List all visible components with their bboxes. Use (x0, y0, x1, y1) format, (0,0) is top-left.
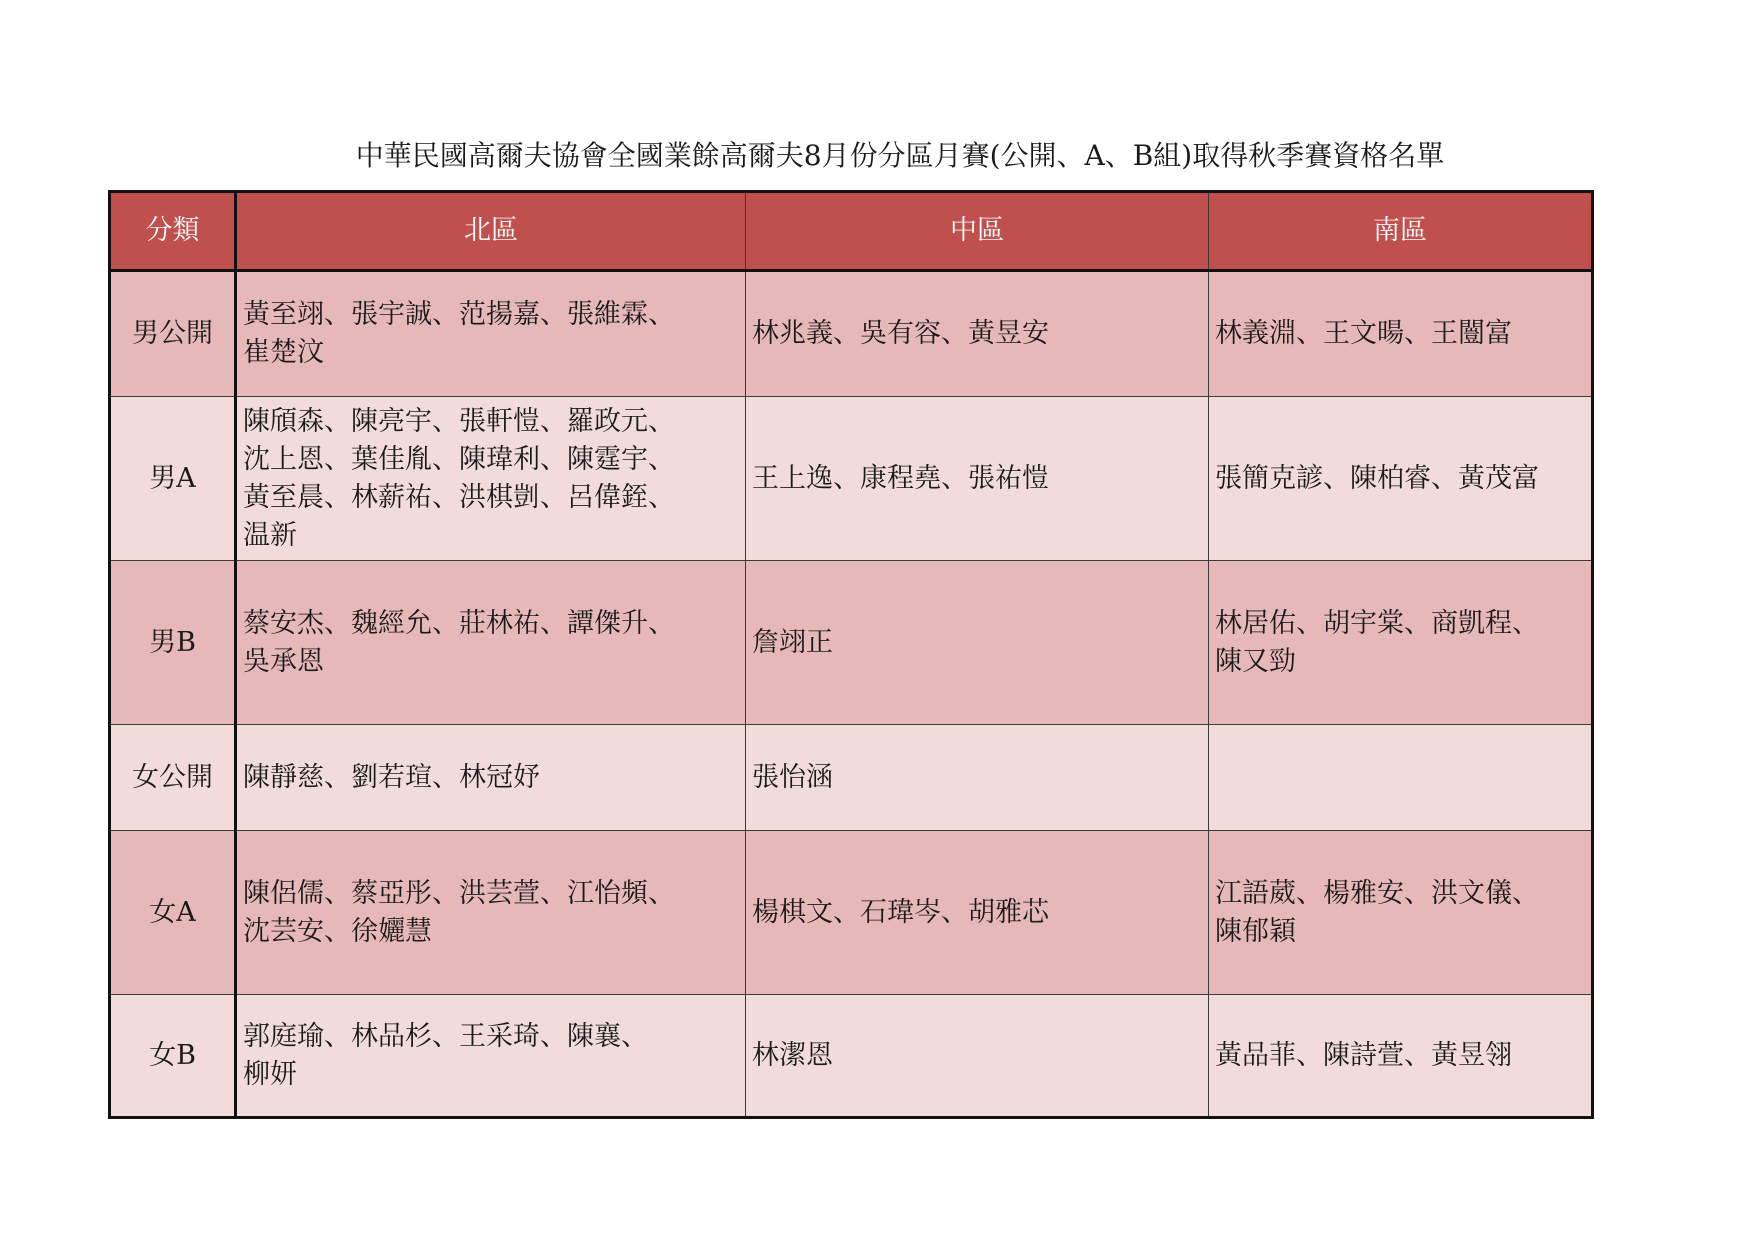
name-line: 黃至翊、張宇誠、范揚嘉、張維霖、 (243, 299, 675, 330)
name-line: 沈芸安、徐孋慧 (243, 915, 432, 947)
category-cell: 女公開 (110, 725, 236, 831)
north-cell (236, 995, 746, 1118)
north-cell (236, 271, 746, 397)
header-central: 中區 (746, 192, 1209, 271)
name-line: 郭庭瑜、林品杉、王采琦、陳襄、 (243, 1020, 648, 1052)
category-cell: 女A (110, 831, 236, 995)
table-row (110, 561, 1593, 725)
table-row (110, 397, 1593, 561)
name-line: 王上逸、康程堯、張祐愷 (752, 462, 1049, 494)
name-line: 詹翊正 (752, 626, 833, 658)
south-cell (1209, 725, 1593, 831)
south-cell (1209, 831, 1593, 995)
central-cell (746, 397, 1209, 561)
table-header-row (110, 192, 1593, 271)
name-line: 江語葳、楊雅安、洪文儀、 (1215, 877, 1539, 909)
header-south: 南區 (1209, 192, 1593, 271)
table-row (110, 271, 1593, 397)
south-cell (1209, 995, 1593, 1118)
name-line: 崔楚汶 (243, 337, 324, 368)
name-line: 陳頎森、陳亮宇、張軒愷、羅政元、 (243, 405, 675, 437)
name-line: 沈上恩、葉佳胤、陳瑋利、陳霆宇、 (243, 443, 675, 475)
name-line: 柳妍 (243, 1058, 297, 1090)
name-line: 張怡涵 (752, 761, 833, 793)
north-cell (236, 561, 746, 725)
name-line: 吳承恩 (243, 645, 324, 677)
name-line: 黃品菲、陳詩萱、黃昱翎 (1215, 1039, 1512, 1071)
name-line: 張簡克諺、陳柏睿、黃茂富 (1215, 462, 1539, 494)
name-line: 林義淵、王文暘、王闓富 (1215, 318, 1512, 349)
header-category: 分類 (110, 192, 236, 271)
name-line: 蔡安杰、魏經允、莊林祐、譚傑升、 (243, 607, 675, 639)
central-cell (746, 271, 1209, 397)
central-cell (746, 725, 1209, 831)
south-cell (1209, 271, 1593, 397)
north-cell (236, 725, 746, 831)
page-title: 中華民國高爾夫協會全國業餘高爾夫8月份分區月賽(公開、A、B組)取得秋季賽資格名單 (355, 139, 1445, 172)
name-line: 林兆義、吳有容、黃昱安 (752, 318, 1049, 349)
name-line: 陳靜慈、劉若瑄、林冠妤 (243, 761, 540, 793)
category-cell: 男B (110, 561, 236, 725)
central-cell (746, 995, 1209, 1118)
north-cell (236, 397, 746, 561)
name-line: 黃至晨、林薪祐、洪棋剴、呂偉銍、 (243, 481, 675, 513)
name-line: 陳侶儒、蔡亞彤、洪芸萱、江怡頻、 (243, 877, 675, 909)
qualifier-table (108, 190, 1594, 1119)
name-line: 林潔恩 (752, 1039, 833, 1071)
table-row (110, 831, 1593, 995)
south-cell (1209, 397, 1593, 561)
table-row (110, 995, 1593, 1118)
south-cell (1209, 561, 1593, 725)
central-cell (746, 561, 1209, 725)
table-row (110, 725, 1593, 831)
category-cell: 男公開 (110, 271, 236, 397)
category-cell: 女B (110, 995, 236, 1118)
north-cell (236, 831, 746, 995)
name-line: 楊棋文、石瑋岑、胡雅芯 (752, 896, 1049, 928)
name-line: 陳又勁 (1215, 645, 1296, 677)
header-north: 北區 (236, 192, 746, 271)
name-line: 温新 (243, 519, 297, 551)
central-cell (746, 831, 1209, 995)
category-cell: 男A (110, 397, 236, 561)
name-line: 陳郁穎 (1215, 915, 1296, 947)
name-line: 林居佑、胡宇棠、商凱程、 (1215, 607, 1539, 639)
